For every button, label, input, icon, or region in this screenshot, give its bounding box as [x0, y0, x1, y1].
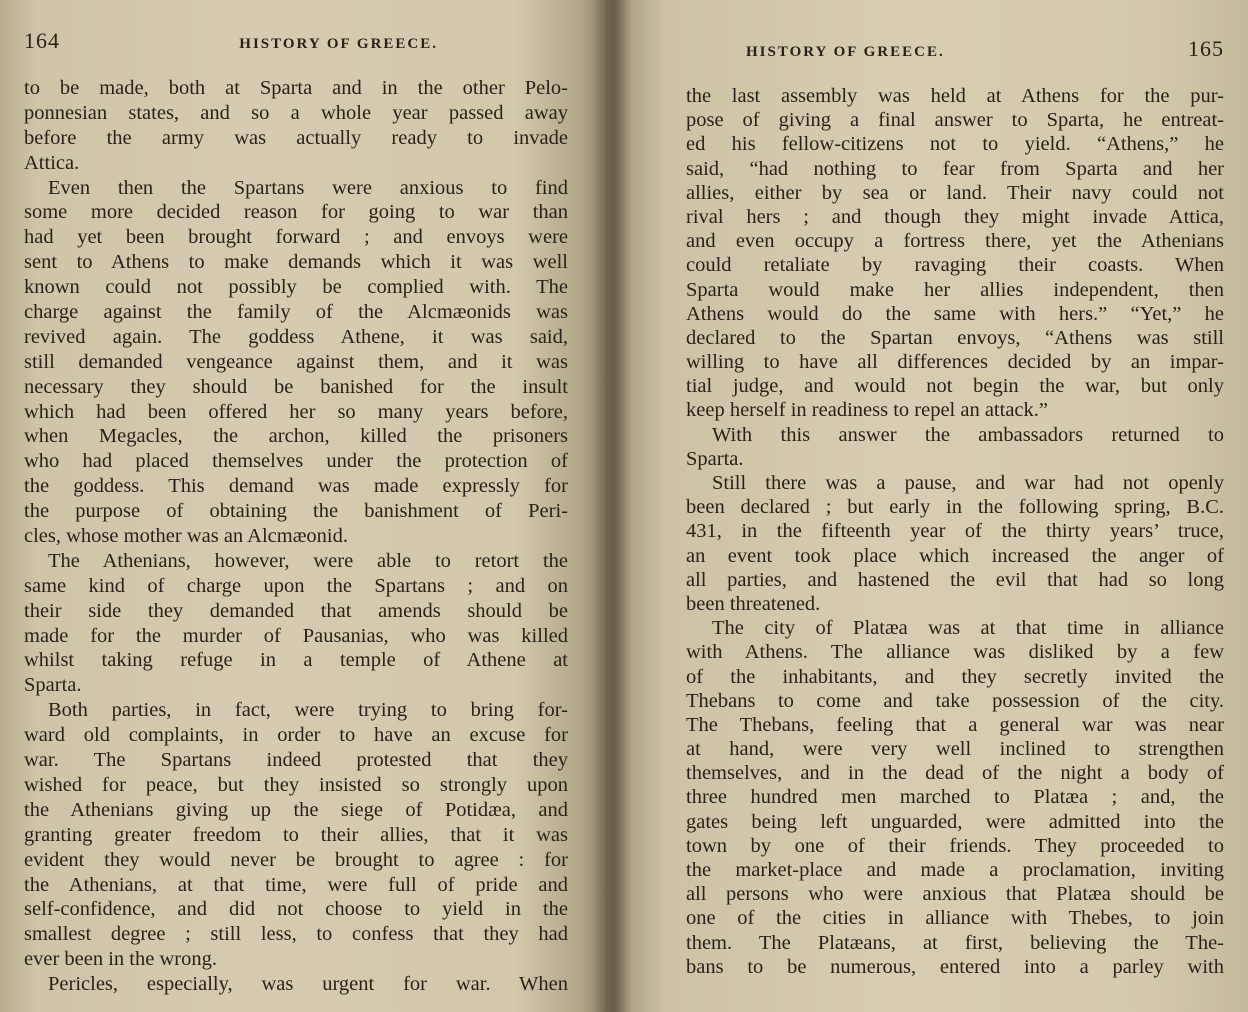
- text-line: declared to the Spartan envoys, “Athens was still: [686, 326, 1224, 349]
- text-line: one of the cities in alliance with Thebes, to join: [686, 907, 1224, 930]
- text-line: war. The Spartans indeed protested that they: [24, 749, 568, 772]
- text-line: to be made, both at Sparta and in the other Pelo-: [24, 77, 568, 99]
- left-page-body: [24, 76, 568, 997]
- text-line: gates being left unguarded, were admitted into the: [686, 810, 1224, 833]
- text-line: made for the murder of Pausanias, who was killed: [24, 624, 568, 647]
- text-line: them. The Platæans, at first, believing the The-: [686, 931, 1224, 954]
- text-line: could retaliate by ravaging their coasts. When: [686, 254, 1224, 277]
- text-line: the market-place and made a proclamation, inviting: [686, 859, 1224, 881]
- text-line: Even then the Spartans were anxious to find: [48, 176, 568, 199]
- text-line: all parties, and hastened the evil that had so long: [686, 568, 1224, 591]
- running-head: HISTORY OF GREECE.: [746, 44, 945, 60]
- text-line: Athens would do the same with hers.” “Yet,” he: [686, 302, 1224, 325]
- text-line: the purpose of obtaining the banishment of Peri-: [24, 500, 568, 523]
- text-line: wished for peace, but they insisted so strongly upon: [24, 773, 568, 796]
- text-line: cles, whose mother was an Alcmæonid.: [24, 525, 348, 548]
- text-line: three hundred men marched to Platæa ; and, the: [686, 786, 1224, 809]
- text-line: the goddess. This demand was made expressly for: [24, 475, 568, 498]
- text-line: when Megacles, the archon, killed the prisoners: [24, 425, 568, 448]
- text-line: been threatened.: [686, 592, 821, 615]
- text-line: still demanded vengeance against them, and it was: [24, 350, 568, 373]
- text-line: themselves, and in the dead of the night a body of: [686, 762, 1224, 785]
- text-line: smallest degree ; still less, to confess that they had: [24, 923, 568, 946]
- text-line: Thebans to come and take possession of the city.: [686, 689, 1224, 712]
- text-line: The Athenians, however, were able to retort the: [48, 549, 568, 572]
- text-line: sent to Athens to make demands which it was well: [24, 251, 568, 274]
- text-line: evident they would never be brought to agree : for: [24, 848, 568, 871]
- text-line: with Athens. The alliance was disliked by a few: [686, 641, 1224, 664]
- text-line: pose of giving a final answer to Sparta, he entreat-: [686, 109, 1224, 132]
- left-page: [0, 0, 606, 1012]
- right-page: [606, 0, 1248, 1012]
- page-number: 164: [24, 28, 60, 53]
- text-line: Attica.: [24, 151, 80, 174]
- text-line: the Athenians giving up the siege of Potidæa, and: [24, 798, 568, 821]
- text-line: The city of Platæa was at that time in alliance: [712, 617, 1224, 640]
- text-line: town by one of their friends. They proceeded to: [686, 834, 1224, 857]
- text-line: ever been in the wrong.: [24, 948, 217, 971]
- text-line: 431, in the fifteenth year of the thirty years’ truce,: [686, 520, 1224, 543]
- text-line: their side they demanded that amends should be: [24, 599, 568, 622]
- text-line: tial judge, and would not begin the war, but only: [686, 375, 1224, 398]
- text-line: the Athenians, at that time, were full of pride and: [24, 873, 568, 896]
- text-line: an event took place which increased the anger of: [686, 544, 1224, 567]
- text-line: Sparta.: [24, 674, 82, 697]
- text-line: charge against the family of the Alcmæonids was: [24, 301, 568, 324]
- text-line: who had placed themselves under the protection of: [24, 450, 568, 473]
- text-line: said, “had nothing to fear from Sparta and her: [686, 157, 1224, 180]
- page-number: 165: [1188, 36, 1224, 61]
- text-line: whilst taking refuge in a temple of Athene at: [24, 649, 568, 672]
- left-page-header: [24, 28, 568, 62]
- text-line: been declared ; but early in the following spring, B.C.: [686, 496, 1224, 519]
- text-line: ward old complaints, in order to have an excuse for: [24, 724, 568, 747]
- text-line: revived again. The goddess Athene, it was said,: [24, 325, 568, 348]
- right-page-header: [686, 36, 1224, 70]
- text-line: Sparta would make her allies independent, then: [686, 278, 1224, 301]
- text-line: and even occupy a fortress there, yet the Athenians: [686, 230, 1224, 253]
- text-line: bans to be numerous, entered into a parley with: [686, 955, 1224, 978]
- text-line: allies, either by sea or land. Their navy could not: [686, 181, 1224, 204]
- text-line: ed his fellow-citizens not to yield. “Athens,” he: [686, 133, 1224, 156]
- text-line: ponnesian states, and so a whole year passed away: [24, 101, 568, 124]
- text-line: all persons who were anxious that Platæa should be: [686, 883, 1224, 906]
- text-line: same kind of charge upon the Spartans ; and on: [24, 574, 568, 597]
- text-line: The Thebans, feeling that a general war was near: [686, 713, 1224, 736]
- text-line: With this answer the ambassadors returned to: [712, 423, 1224, 446]
- text-line: rival hers ; and though they might invade Attica,: [686, 205, 1224, 228]
- text-line: before the army was actually ready to invade: [24, 126, 568, 149]
- text-line: had yet been brought forward ; and envoys were: [24, 226, 568, 249]
- text-line: self-confidence, and did not choose to yield in the: [24, 898, 568, 921]
- text-line: Pericles, especially, was urgent for war. When: [48, 973, 568, 996]
- text-line: granting greater freedom to their allies, that it was: [24, 823, 568, 846]
- running-head: HISTORY OF GREECE.: [239, 36, 438, 52]
- text-line: of the inhabitants, and they secretly invited the: [686, 665, 1224, 688]
- text-line: Sparta.: [686, 447, 744, 470]
- text-line: necessary they should be banished for the insult: [24, 375, 568, 398]
- text-line: some more decided reason for going to war than: [24, 201, 568, 224]
- text-line: Both parties, in fact, were trying to bring for-: [48, 699, 568, 722]
- text-line: which had been offered her so many years before,: [24, 400, 568, 423]
- text-line: willing to have all differences decided by an impar-: [686, 351, 1224, 374]
- text-line: the last assembly was held at Athens for the pur-: [686, 85, 1224, 107]
- text-line: Still there was a pause, and war had not openly: [712, 472, 1224, 494]
- text-line: keep herself in readiness to repel an attack.”: [686, 399, 1048, 422]
- text-line: known could not possibly be complied with. The: [24, 276, 568, 299]
- text-line: at hand, were very well inclined to strengthen: [686, 738, 1224, 761]
- right-page-body: [686, 84, 1224, 979]
